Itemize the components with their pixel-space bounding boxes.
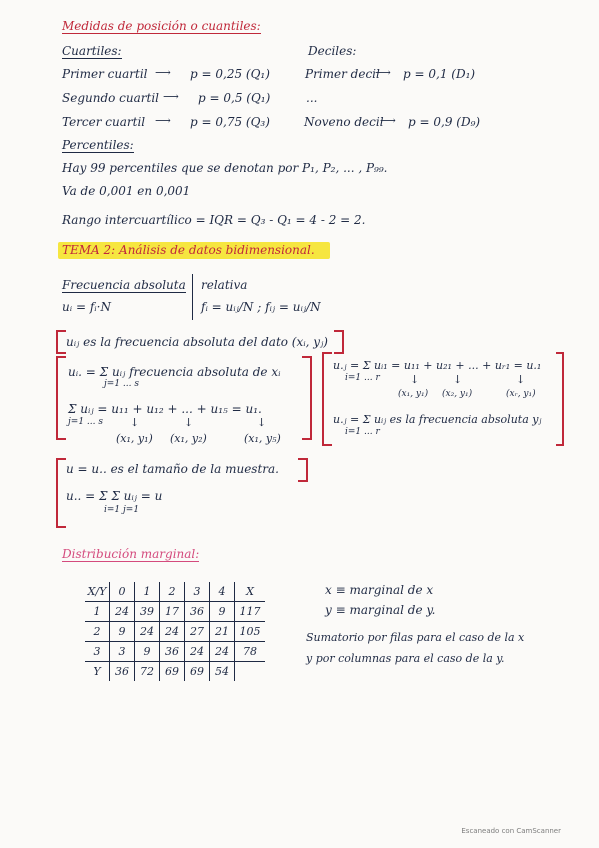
table-cell: Y (85, 662, 110, 682)
note-y: y ≡ marginal de y. (325, 603, 436, 617)
table-cell: 39 (135, 602, 160, 622)
marginal-table (85, 582, 265, 681)
u-total-formula: u.. = Σ Σ uᵢⱼ = u (66, 489, 163, 503)
u-dot-j-def: u.ⱼ = Σ uᵢⱼ es la frecuencia absoluta yⱼ (333, 413, 542, 426)
bracket (56, 330, 66, 354)
u-total-def: u = u.. es el tamaño de la muestra. (66, 462, 279, 476)
deciles-label: Deciles: (308, 44, 357, 58)
bracket (56, 458, 66, 528)
table-cell: 21 (210, 622, 235, 642)
table-cell: 69 (185, 662, 210, 682)
table-cell: 24 (135, 622, 160, 642)
table-cell: 36 (185, 602, 210, 622)
u-dot-j-limits: i=1 ... r (345, 373, 380, 383)
arrow-down-icon: ↓ (453, 373, 463, 386)
divider (192, 274, 193, 320)
iqr-line: Rango intercuartílico = IQR = Q₃ - Q₁ = 4 - 2 = 2. (62, 213, 366, 227)
table-cell: 4 (210, 582, 235, 602)
freq-abs-formula: uᵢ = fᵢ·N (62, 300, 111, 314)
arrow-down-icon: ↓ (516, 373, 526, 386)
pair: (x₁, y₁) (116, 432, 153, 445)
arrow-down-icon: ↓ (130, 416, 140, 429)
d9-formula: p = 0,9 (D₉) (408, 115, 481, 129)
section3-title: Distribución marginal: (62, 547, 200, 561)
pair: (xᵣ, y₁) (506, 389, 536, 399)
note-x: x ≡ marginal de x (325, 583, 434, 597)
percentiles-label: Percentiles: (62, 138, 134, 152)
note-sum-line1: Sumatorio por filas para el caso de la x (306, 631, 525, 644)
bracket (334, 330, 344, 354)
table-row (85, 642, 265, 662)
d9-text: Noveno decil (304, 115, 384, 129)
cuartiles-label: Cuartiles: (62, 44, 122, 58)
arrow-down-icon: ↓ (410, 373, 420, 386)
table-cell: 2 (160, 582, 185, 602)
percentiles-line2: Va de 0,001 en 0,001 (62, 184, 191, 198)
sum-row: Σ uᵢⱼ = u₁₁ + u₁₂ + ... + u₁₅ = u₁. (68, 402, 262, 416)
table-cell: X (235, 582, 266, 602)
arrow-down-icon: ↓ (257, 416, 267, 429)
arrow-right-icon: ⟶ (155, 66, 171, 79)
table-cell (235, 662, 266, 682)
table-cell: 9 (110, 622, 135, 642)
table-cell: 54 (210, 662, 235, 682)
table-cell: 3 (110, 642, 135, 662)
table-cell: 36 (110, 662, 135, 682)
q3-formula: p = 0,75 (Q₃) (190, 115, 270, 129)
ui-dot-formula: uᵢ. = Σ uᵢⱼ frecuencia absoluta de xᵢ (68, 365, 281, 379)
pair: (x₁, y₁) (398, 389, 429, 399)
q2-text: Segundo cuartil (62, 91, 160, 105)
pair: (x₂, y₁) (442, 389, 473, 399)
table-cell: 3 (185, 582, 210, 602)
sum-row-limits: j=1 ... s (68, 417, 103, 427)
arrow-right-icon: ⟶ (375, 66, 391, 79)
percentiles-line1: Hay 99 percentiles que se denotan por P₁, P₂, ... , P₉₉. (62, 161, 388, 175)
arrow-right-icon: ⟶ (380, 114, 396, 127)
arrow-right-icon: ⟶ (163, 90, 179, 103)
bracket (556, 352, 564, 446)
bracket (56, 356, 66, 440)
freq-abs-label: Frecuencia absoluta (62, 278, 186, 292)
table-footer-row (85, 662, 265, 682)
table-header-row (85, 582, 265, 602)
table-cell: 24 (110, 602, 135, 622)
table-cell: 2 (85, 622, 110, 642)
table-cell: 24 (160, 622, 185, 642)
deciles-dots: ... (306, 91, 318, 105)
ui-dot-limits: j=1 ... s (104, 379, 139, 389)
table-row (85, 622, 265, 642)
q1-text: Primer cuartil (62, 67, 148, 81)
table-cell: 36 (160, 642, 185, 662)
u-dot-j-formula: u.ⱼ = Σ uᵢ₁ = u₁₁ + u₂₁ + ... + uᵣ₁ = u.₁ (333, 359, 542, 372)
table-cell: 1 (135, 582, 160, 602)
arrow-right-icon: ⟶ (155, 114, 171, 127)
table-cell: 69 (160, 662, 185, 682)
section2-title: TEMA 2: Análisis de datos bidimensional. (62, 243, 315, 257)
table-cell: 24 (185, 642, 210, 662)
q1-formula: p = 0,25 (Q₁) (190, 67, 270, 81)
section1-title: Medidas de posición o cuantiles: (62, 19, 261, 33)
bracket (302, 356, 312, 440)
table-cell: 9 (210, 602, 235, 622)
u-dot-j-def-limits: i=1 ... r (345, 427, 380, 437)
u-total-limits: i=1 j=1 (104, 505, 140, 515)
table-cell: 3 (85, 642, 110, 662)
pair: (x₁, y₂) (170, 432, 207, 445)
note-sum-line2: y por columnas para el caso de la y. (306, 652, 505, 665)
table-cell: 24 (210, 642, 235, 662)
bracket (298, 458, 308, 482)
pair: (x₁, y₅) (244, 432, 281, 445)
uij-definition: uᵢⱼ es la frecuencia absoluta del dato (xᵢ, yⱼ) (66, 335, 328, 349)
table-cell: 9 (135, 642, 160, 662)
table-cell: 0 (110, 582, 135, 602)
freq-rel-label: relativa (201, 278, 248, 292)
table-cell: 1 (85, 602, 110, 622)
table-cell: 27 (185, 622, 210, 642)
q3-text: Tercer cuartil (62, 115, 146, 129)
d1-text: Primer decil (305, 67, 380, 81)
table-cell: 117 (235, 602, 266, 622)
table-cell: 17 (160, 602, 185, 622)
d1-formula: p = 0,1 (D₁) (403, 67, 476, 81)
arrow-down-icon: ↓ (184, 416, 194, 429)
scanner-watermark: Escaneado con CamScanner (461, 827, 561, 835)
table-cell: 72 (135, 662, 160, 682)
table-cell: 105 (235, 622, 266, 642)
table-cell: 78 (235, 642, 266, 662)
table-cell: X/Y (85, 582, 110, 602)
q2-formula: p = 0,5 (Q₁) (198, 91, 271, 105)
freq-rel-formula: fᵢ = uᵢⱼ/N ; fᵢⱼ = uᵢⱼ/N (201, 300, 321, 314)
bracket (322, 352, 332, 446)
table-row (85, 602, 265, 622)
